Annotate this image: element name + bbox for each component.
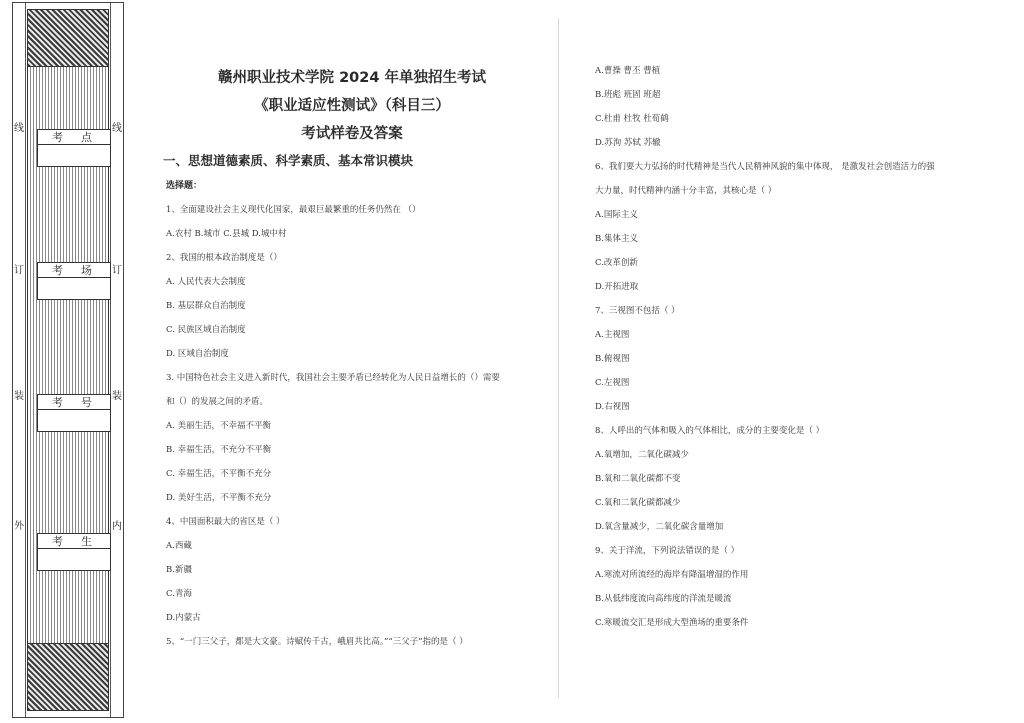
question-line: 7、三视图不包括（ ） bbox=[595, 306, 680, 316]
side-mark-left: 线 bbox=[14, 123, 24, 134]
option-line: C.改革创新 bbox=[595, 258, 638, 268]
option-line: D. 区域自治制度 bbox=[166, 349, 229, 359]
option-line: B.班彪 班固 班超 bbox=[595, 90, 661, 100]
option-line: C.杜甫 杜牧 杜荀鹤 bbox=[595, 114, 669, 124]
option-line: A. 人民代表大会制度 bbox=[166, 277, 246, 287]
option-line: A.农村 B.城市 C.县城 D.城中村 bbox=[166, 229, 287, 239]
option-line: D. 美好生活，不平衡不充分 bbox=[166, 493, 272, 503]
hatch-pattern-top bbox=[27, 9, 109, 67]
side-mark-right: 装 bbox=[112, 391, 122, 402]
question-line: 8、人呼出的气体和吸入的气体相比，成分的主要变化是（ ） bbox=[595, 426, 825, 436]
option-line: C.左视图 bbox=[595, 378, 630, 388]
page-divider bbox=[558, 18, 559, 698]
candidate-field[interactable] bbox=[37, 533, 111, 571]
side-mark-right: 订 bbox=[112, 265, 122, 276]
option-line: D.苏洵 苏轼 苏辙 bbox=[595, 138, 661, 148]
page-title: 赣州职业技术学院 2024 年单独招生考试 bbox=[218, 70, 486, 86]
side-mark-left: 订 bbox=[14, 265, 24, 276]
option-line: B.从低纬度流向高纬度的洋流是暖流 bbox=[595, 594, 732, 604]
option-line: D.内蒙古 bbox=[166, 613, 201, 623]
question-line: 9、关于洋流，下列说法错误的是（ ） bbox=[595, 546, 740, 556]
option-line: A.氧增加，二氧化碳减少 bbox=[595, 450, 689, 460]
option-line: B.集体主义 bbox=[595, 234, 638, 244]
exam-room-label: 考场 bbox=[38, 263, 110, 278]
option-line: C. 幸福生活，不平衡不充分 bbox=[166, 469, 272, 479]
exam-site-label: 考点 bbox=[38, 130, 110, 145]
binding-rail-right bbox=[110, 3, 123, 717]
option-line: D.氧含量减少，二氧化碳含量增加 bbox=[595, 522, 724, 532]
exam-number-field[interactable] bbox=[37, 394, 111, 432]
section-heading: 一、思想道德素质、科学素质、基本常识模块 bbox=[163, 153, 414, 168]
option-line: C.氧和二氧化碳都减少 bbox=[595, 498, 681, 508]
option-line: A.曹操 曹丕 曹植 bbox=[595, 66, 661, 76]
question-line: 1、全面建设社会主义现代化国家，最艰巨最繁重的任务仍然在 （） bbox=[166, 205, 421, 215]
option-line: A.国际主义 bbox=[595, 210, 638, 220]
option-line: C.寒暖流交汇是形成大型渔场的重要条件 bbox=[595, 618, 749, 628]
exam-room-field[interactable] bbox=[37, 262, 111, 300]
option-line: C.青海 bbox=[166, 589, 192, 599]
page-subtitle: 《职业适应性测试》（科目三） bbox=[254, 98, 450, 114]
option-line: B.氧和二氧化碳都不变 bbox=[595, 474, 681, 484]
question-line: 6、我们要大力弘扬的时代精神是当代人民精神风貌的集中体现， 是激发社会创造活力的强 bbox=[595, 162, 935, 172]
side-mark-left: 外 bbox=[14, 521, 24, 532]
option-line: B.俯视图 bbox=[595, 354, 630, 364]
option-line: B. 幸福生活，不充分不平衡 bbox=[166, 445, 272, 455]
question-line: 4、中国面积最大的省区是（ ） bbox=[166, 517, 285, 527]
binding-strip bbox=[12, 2, 124, 718]
option-line: B.新疆 bbox=[166, 565, 192, 575]
option-line: D.右视图 bbox=[595, 402, 630, 412]
hatch-pattern-bottom bbox=[27, 643, 109, 711]
candidate-label: 考生 bbox=[38, 534, 110, 549]
side-mark-right: 内 bbox=[112, 521, 122, 532]
side-mark-left: 装 bbox=[14, 391, 24, 402]
option-line: A.西藏 bbox=[166, 541, 192, 551]
question-line: 大力量，时代精神内涵十分丰富，其核心是（ ） bbox=[595, 186, 777, 196]
option-line: A.寒流对所流经的海岸有降温增湿的作用 bbox=[595, 570, 749, 580]
binding-rail-left bbox=[13, 3, 26, 717]
option-line: A.主视图 bbox=[595, 330, 630, 340]
page-subtitle-2: 考试样卷及答案 bbox=[301, 126, 403, 142]
exam-number-label: 考号 bbox=[38, 395, 110, 410]
exam-site-field[interactable] bbox=[37, 129, 111, 167]
option-line: C. 民族区域自治制度 bbox=[166, 325, 246, 335]
question-line: 和（）的发展之间的矛盾。 bbox=[166, 397, 269, 407]
question-line: 2、我国的根本政治制度是（） bbox=[166, 253, 282, 263]
option-line: A. 美丽生活，不幸福不平衡 bbox=[166, 421, 272, 431]
side-mark-right: 线 bbox=[112, 123, 122, 134]
question-type-label: 选择题： bbox=[166, 181, 203, 191]
question-line: 3. 中国特色社会主义进入新时代，我国社会主要矛盾已经转化为人民日益增长的（）需要 bbox=[166, 373, 500, 383]
option-line: B. 基层群众自治制度 bbox=[166, 301, 246, 311]
question-line: 5、“一门三父子，都是大文豪。诗赋传千古，峨眉共比高。”“三父子”指的是（ ） bbox=[166, 637, 468, 647]
option-line: D.开拓进取 bbox=[595, 282, 639, 292]
